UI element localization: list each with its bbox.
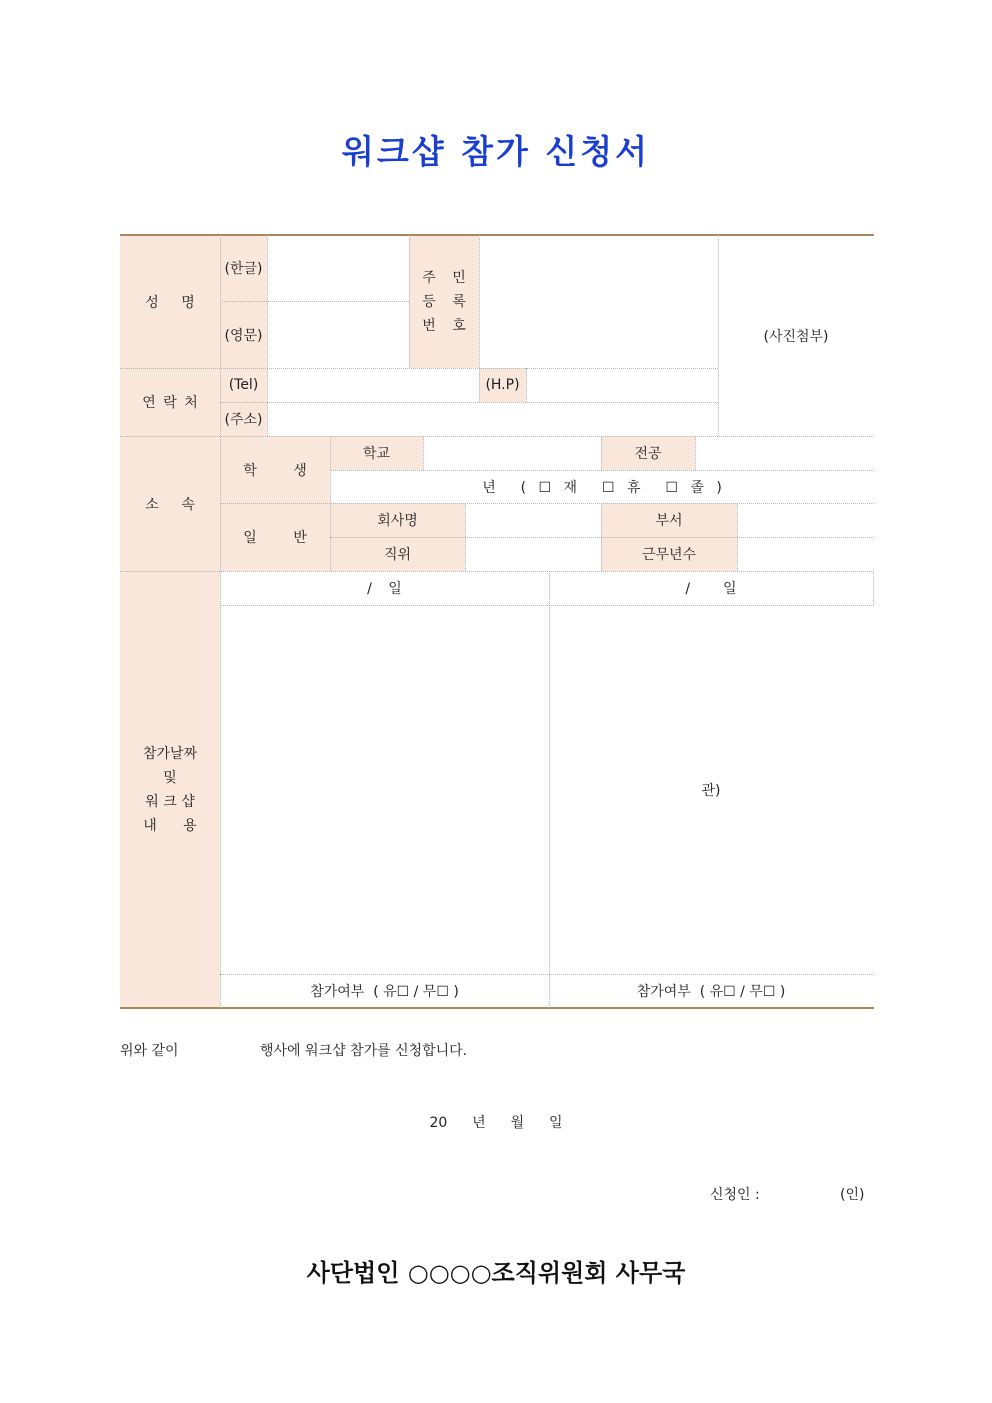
- hp-field[interactable]: [526, 368, 718, 402]
- tel-label: (Tel): [228, 377, 259, 393]
- page-title: 워크샵 참가 신청서: [341, 132, 650, 171]
- position-field[interactable]: [465, 537, 601, 571]
- major-field[interactable]: [695, 436, 874, 470]
- address-field[interactable]: [267, 402, 718, 436]
- department-label: 부서: [655, 513, 683, 529]
- hp-label: (H.P): [485, 377, 520, 393]
- date-right[interactable]: / 일: [685, 581, 737, 597]
- resident-number-label: [409, 235, 479, 368]
- years-label: 근무년수: [641, 547, 697, 563]
- date-left[interactable]: / 일: [367, 581, 402, 597]
- school-field[interactable]: [423, 436, 601, 470]
- year-status-checkboxes[interactable]: 년 ( ☐ 재 ☐ 휴 ☐ 졸 ): [482, 479, 722, 496]
- resident-label-line-2: 등 록: [422, 293, 466, 310]
- company-field[interactable]: [465, 503, 601, 537]
- contact-label: 연 락 처: [142, 395, 198, 411]
- english-name-label: (영문): [224, 327, 263, 344]
- school-label: 학교: [362, 446, 391, 462]
- workshop-content-right[interactable]: 관): [701, 782, 721, 799]
- affiliation-label: 소 속: [145, 496, 195, 513]
- workshop-content-left[interactable]: [220, 605, 549, 974]
- statement-prefix: 위와 같이: [120, 1043, 179, 1059]
- seal-mark: (인): [840, 1187, 865, 1203]
- name-label: 성 명: [145, 294, 195, 311]
- participation-label-line-4: 내 용: [143, 817, 197, 834]
- resident-number-field[interactable]: [479, 235, 718, 368]
- resident-label-line-3: 번 호: [422, 317, 466, 334]
- organization-footer: 사단법인 ○○○○조직위원회 사무국: [306, 1259, 686, 1287]
- general-label: 일 반: [243, 530, 307, 546]
- position-label: 직위: [383, 547, 412, 563]
- statement-text: 행사에 워크샵 참가를 신청합니다.: [260, 1043, 468, 1059]
- korean-name-label: (한글): [224, 261, 263, 277]
- major-label: 전공: [634, 446, 662, 462]
- participation-label-line-2: 및: [163, 769, 177, 786]
- tel-field[interactable]: [267, 368, 479, 402]
- photo-attachment-area[interactable]: (사진첨부): [763, 328, 829, 345]
- attendance-left-checkboxes[interactable]: 참가여부 ( 유☐ / 무☐ ): [310, 984, 459, 1000]
- department-field[interactable]: [737, 503, 874, 537]
- attendance-right-checkboxes[interactable]: 참가여부 ( 유☐ / 무☐ ): [636, 984, 786, 1000]
- application-date: 20 년 월 일: [429, 1115, 563, 1131]
- korean-name-field[interactable]: [267, 235, 409, 301]
- participation-label-line-1: 참가날짜: [142, 745, 198, 762]
- company-label: 회사명: [377, 513, 418, 529]
- applicant-label: 신청인 :: [710, 1187, 760, 1203]
- participation-label: [120, 571, 220, 1008]
- participation-label-line-3: 워 크 샵: [145, 793, 195, 810]
- resident-label-line-1: 주 민: [422, 269, 466, 286]
- years-field[interactable]: [737, 537, 874, 571]
- address-label: (주소): [224, 412, 263, 428]
- student-label: 학 생: [243, 462, 307, 479]
- english-name-field[interactable]: [267, 301, 409, 368]
